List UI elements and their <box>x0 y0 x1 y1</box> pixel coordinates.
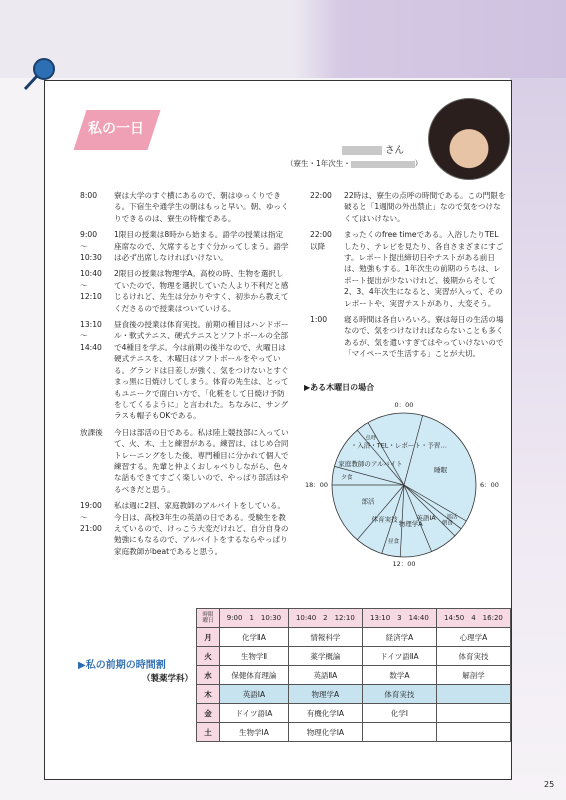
entry-text: 1限目の授業は8時から始まる。語学の授業は指定座席なので、欠席するとすぐ分かってしまう。語学は必ず出席しなければいけない。 <box>114 230 289 263</box>
period-header: 14:50 4 16:20 <box>436 609 510 628</box>
timetable-caption: ▶私の前期の時間割 <box>78 660 166 671</box>
class-cell: 数学A <box>362 666 436 685</box>
day-cell: 木 <box>197 685 220 704</box>
entry-time: 放課後 <box>80 427 103 437</box>
timetable <box>196 608 511 742</box>
entry-text: 私は週に2回、家庭教師のアルバイトをしている。今日は、高校3年生の英語の日である。受験生を教えているので、けっこう大変だけれど、自分自身の勉強にもなるので、アルバイトをするならやっぱり家庭教師がbeatであると思う。 <box>114 501 289 556</box>
entry-text: 昼食後の授業は体育実技。前期の種目はハンドボール・軟式テニス、硬式テニスとソフトボールの全部で4種目を学ぶ。今は前期の後半なので、火曜日は硬式テニスを、木曜日はソフトボールをやっている。グランドは日差しが強く、気をつけないとすぐまっ黒に日焼けしてしまう。体育の先生は、とってもユニークで面白い方で、「化粧をして日焼け予防をしてくるように」と言われた。ちなみに、サングラスも帽子もOKである。 <box>114 320 289 421</box>
entry-text: まったくのfree timeである。入浴したりTELしたり、テレビを見たり、各自さまざまにすごす。レポート提出締切日やテストがある前日は、勉強もする。1年次生の前期のうちは、レポート提出が少ないけれど、後期からそして2、3、4年次生になると、実習が入って、そのレポートや、実習テストがあり、大変そう。 <box>344 230 504 308</box>
class-cell: 薬学概論 <box>288 647 362 666</box>
class-cell <box>436 685 510 704</box>
schedule-entry <box>310 314 506 360</box>
page-number: 25 <box>544 780 555 789</box>
class-cell: 体育実技 <box>362 685 436 704</box>
day-cell: 水 <box>197 666 220 685</box>
pie-segment-label: 体育実技 <box>371 515 398 524</box>
schedule-entry <box>80 229 290 263</box>
entry-time: 1:00 <box>310 315 328 325</box>
redacted-name <box>342 146 382 155</box>
page-title: 私の一日 <box>88 121 144 137</box>
class-cell: 経済学A <box>362 628 436 647</box>
class-cell <box>436 704 510 723</box>
day-cell: 金 <box>197 704 220 723</box>
entry-time: 22:00 以降 <box>310 230 332 251</box>
class-cell <box>362 723 436 742</box>
class-cell: 情報科学 <box>288 628 362 647</box>
schedule-left-column <box>80 190 290 562</box>
timetable-row <box>197 647 511 666</box>
pie-tick-label: 12：00 <box>392 560 416 568</box>
pie-tick-label: 0：00 <box>394 401 414 409</box>
class-cell: 解剖学 <box>436 666 510 685</box>
class-cell: 体育実技 <box>436 647 510 666</box>
schedule-entry <box>80 319 290 422</box>
redacted-affiliation <box>351 161 415 168</box>
period-header: 10:40 2 12:10 <box>288 609 362 628</box>
pie-segment-label: ・入浴・TEL・レポート・予習… <box>350 441 447 450</box>
pie-caption: ▶ある木曜日の場合 <box>304 383 375 392</box>
period-header: 13:10 3 14:40 <box>362 609 436 628</box>
period-header: 9:00 1 10:30 <box>220 609 289 628</box>
class-cell <box>436 723 510 742</box>
timetable-row <box>197 628 511 647</box>
entry-time: 19:00 〜 21:00 <box>80 501 102 533</box>
entry-text: 22時は、寮生の点呼の時間である。この門限を破ると「1週間の外出禁止」なので気をつけなくてはいけない。 <box>344 191 506 223</box>
class-cell: 物理学A <box>288 685 362 704</box>
pie-tick-label: 18：00 <box>304 481 328 489</box>
author-name: さん <box>342 142 404 156</box>
schedule-right-column <box>310 190 506 365</box>
timetable-subcaption: （製薬学科） <box>142 674 194 684</box>
entry-time: 13:10 〜 14:40 <box>80 320 102 352</box>
entry-text: 今日は部活の日である。私は陸上競技部に入っていて、火、木、土と練習がある。練習は、はじめ合同トレーニングをした後、専門種目に分かれて個人で練習する。先輩と仲よくおしゃべりしながら、色々な話もできてすごく楽しいので、やっぱり部活はやるべきだと思う。 <box>114 427 289 494</box>
class-cell: 生物学ⅠA <box>220 723 289 742</box>
pie-segment-label: 昼食 <box>387 539 400 546</box>
entry-time: 10:40 〜 12:10 <box>80 269 102 302</box>
schedule-entry <box>80 190 290 224</box>
schedule-entry <box>80 427 290 495</box>
schedule-entry <box>80 500 290 557</box>
pie-segment-label: 点呼 <box>365 435 377 442</box>
class-cell: 化学ⅡA <box>220 628 289 647</box>
entry-time: 22:00 <box>310 191 332 200</box>
class-cell: 英語ⅠA <box>220 685 289 704</box>
schedule-entry <box>310 229 506 309</box>
entry-time: 8:00 <box>80 191 98 200</box>
pie-segment-label: 部活 <box>446 514 458 521</box>
timetable-row <box>197 666 511 685</box>
class-cell: 英語ⅡA <box>288 666 362 685</box>
schedule-entry <box>310 190 506 224</box>
class-cell: 化学Ⅰ <box>362 704 436 723</box>
day-cell: 土 <box>197 723 220 742</box>
schedule-entry <box>80 268 290 314</box>
pie-segment-label: 家庭教師のアルバイト <box>338 459 403 468</box>
timetable-row <box>197 723 511 742</box>
entry-text: 2限目の授業は物理学A。高校の時、生物を選択していたので、物理を選択していた人より不利だと感じるけれど、先生は分かりやすく、初歩から教えてくださるので授業はついていける。 <box>114 269 289 313</box>
timetable-corner: 時限 曜日 <box>197 609 220 628</box>
pie-segment-label: 睡眠 <box>434 465 448 474</box>
day-cell: 火 <box>197 647 220 666</box>
class-cell: 物理化学ⅠA <box>288 723 362 742</box>
class-cell: ドイツ語ⅠA <box>220 704 289 723</box>
author-photo <box>428 98 510 180</box>
entry-text: 寮は大学のすぐ横にあるので、朝はゆっくりできる。下宿生や通学生の朝はもっと早い。朝、ゆっくりできるのは、寮生の特権である。 <box>114 191 289 223</box>
pie-segment-label: 部活 <box>361 497 375 506</box>
daily-schedule-pie <box>298 396 510 574</box>
pie-segment-label: 物理学A <box>398 520 423 529</box>
timetable-row <box>197 704 511 723</box>
page-background-top <box>0 0 566 78</box>
pie-segment-label: 英語ⅠA <box>416 513 436 522</box>
page-background-right <box>510 78 566 800</box>
entry-text: 寝る時間は各自いろいろ。寮は毎日の生活の場なので、気をつけなければならないことも多くあるが、気を遣いすぎてはやっていけないので「マイペースで生活する」ことが大切。 <box>344 315 504 359</box>
class-cell: 有機化学ⅠA <box>288 704 362 723</box>
class-cell: 心理学A <box>436 628 510 647</box>
timetable-row-highlighted <box>197 685 511 704</box>
timetable-header-row <box>197 609 511 628</box>
author-affiliation: （寮生・1年次生・ ） <box>286 159 423 168</box>
pie-segment-label: 朝食 <box>441 520 453 527</box>
day-cell: 月 <box>197 628 220 647</box>
pie-tick-label: 6：00 <box>480 481 499 489</box>
class-cell: 生物学Ⅱ <box>220 647 289 666</box>
pie-segment-label: 夕食 <box>341 474 353 481</box>
class-cell: ドイツ語ⅡA <box>362 647 436 666</box>
entry-time: 9:00 〜 10:30 <box>80 230 102 263</box>
class-cell: 保健体育理論 <box>220 666 289 685</box>
